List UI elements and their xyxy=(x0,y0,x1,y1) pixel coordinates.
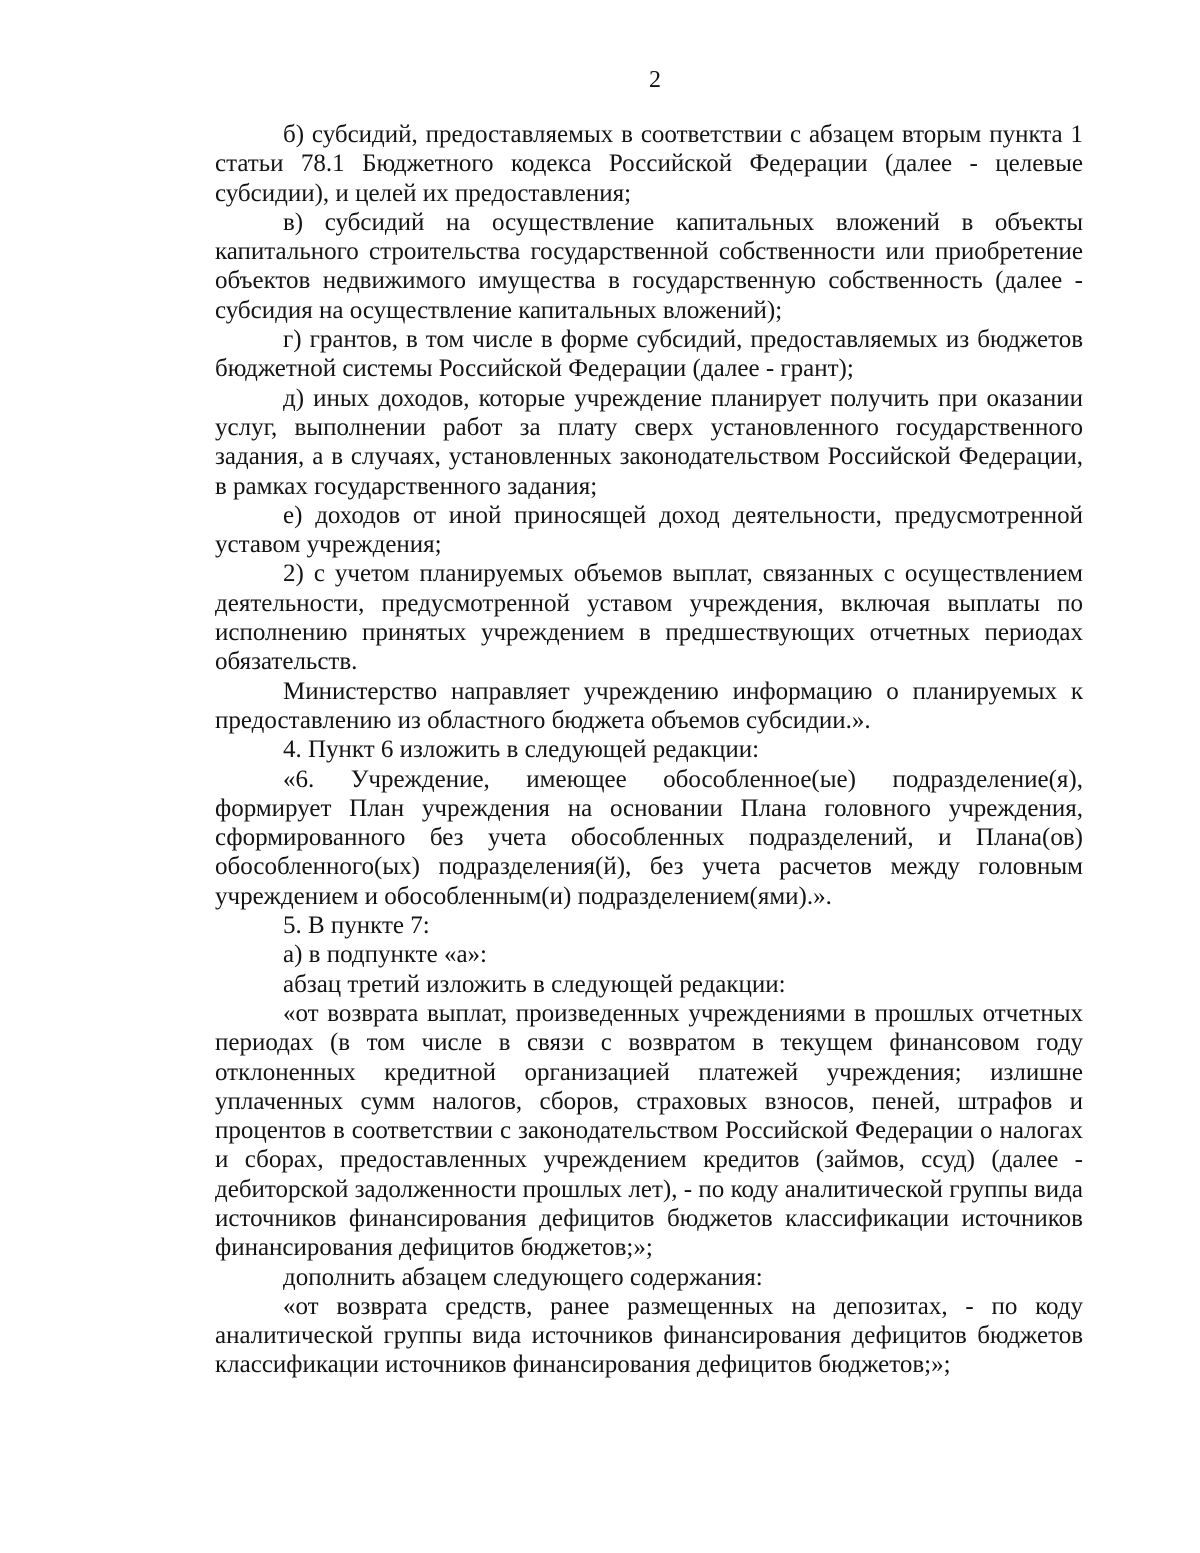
paragraph-subpoint-a: а) в подпункте «а»: xyxy=(283,941,487,969)
paragraph-4-point-6: 4. Пункт 6 изложить в следующей редакции: xyxy=(283,736,760,764)
paragraph-v-capital-investment-subsidy: в) субсидий на осуществление капитальных вложений в объекты капитального строительства государственной собственности или приобретение объектов недвижимого имущества в государственную собственность (далее - субсидия на осуществление капитальных вложений); xyxy=(215,208,1083,324)
paragraph-g-grants: г) грантов, в том числе в форме субсидий, предоставляемых из бюджетов бюджетной системы Российской Федерации (далее - грант); xyxy=(215,326,1083,383)
paragraph-2-planned-payments: 2) с учетом планируемых объемов выплат, связанных с осуществлением деятельности, предусмотренной уставом учреждения, включая выплаты по исполнению принятых учреждением в предшествующих отчетных периодах обязательств. xyxy=(215,560,1083,676)
paragraph-point-6-text: «6. Учреждение, имеющее обособленное(ые) подразделение(я), формирует План учреждения на основании Плана головного учреждения, сформированного без учета обособленных подразделений, и Плана(ов) обособленного(ых) подразделения(й), без учета расчетов между головным учреждением и обособленным(и) подразделением(ями).». xyxy=(215,765,1083,910)
paragraph-d-other-income: д) иных доходов, которые учреждение планирует получить при оказании услуг, выполнении работ за плату сверх установленного государственного задания, а в случаях, установленных законодательством Российской Федерации, в рамках государственного задания; xyxy=(215,384,1083,500)
paragraph-third-abzac: абзац третий изложить в следующей редакции: xyxy=(283,970,786,998)
page-number: 2 xyxy=(649,67,661,93)
paragraph-5-point-7: 5. В пункте 7: xyxy=(283,912,430,940)
paragraph-b-target-subsidies: б) субсидий, предоставляемых в соответствии с абзацем вторым пункта 1 статьи 78.1 Бюджетного кодекса Российской Федерации (далее - целевые субсидии), и целей их предоставления; xyxy=(215,121,1083,207)
paragraph-refund-text: «от возврата выплат, произведенных учреждениями в прошлых отчетных периодах (в том числе в связи с возвратом в текущем финансовом году отклоненных кредитной организацией платежей учреждения; излишне уплаченных сумм налогов, сборов, страховых взносов, пеней, штрафов и процентов в соответствии с законодательством Российской Федерации о налогах и сборах, предоставленных учреждением кредитов (займов, ссуд) (далее - дебиторской задолженности прошлых лет), - по коду аналитической группы вида источников финансирования дефицитов бюджетов классификации источников финансирования дефицитов бюджетов;»; xyxy=(215,999,1083,1262)
paragraph-supplement: дополнить абзацем следующего содержания: xyxy=(283,1263,763,1291)
document-body xyxy=(215,120,1083,1380)
paragraph-deposit-refund: «от возврата средств, ранее размещенных на депозитах, - по коду аналитической группы вида источников финансирования дефицитов бюджетов классификации источников финансирования дефицитов бюджетов;»; xyxy=(215,1292,1083,1379)
paragraph-e-income-activity: е) доходов от иной приносящей доход деятельности, предусмотренной уставом учреждения; xyxy=(215,501,1083,559)
paragraph-ministry-info: Министерство направляет учреждению информацию о планируемых к предоставлению из областного бюджета объемов субсидии.». xyxy=(215,677,1083,734)
